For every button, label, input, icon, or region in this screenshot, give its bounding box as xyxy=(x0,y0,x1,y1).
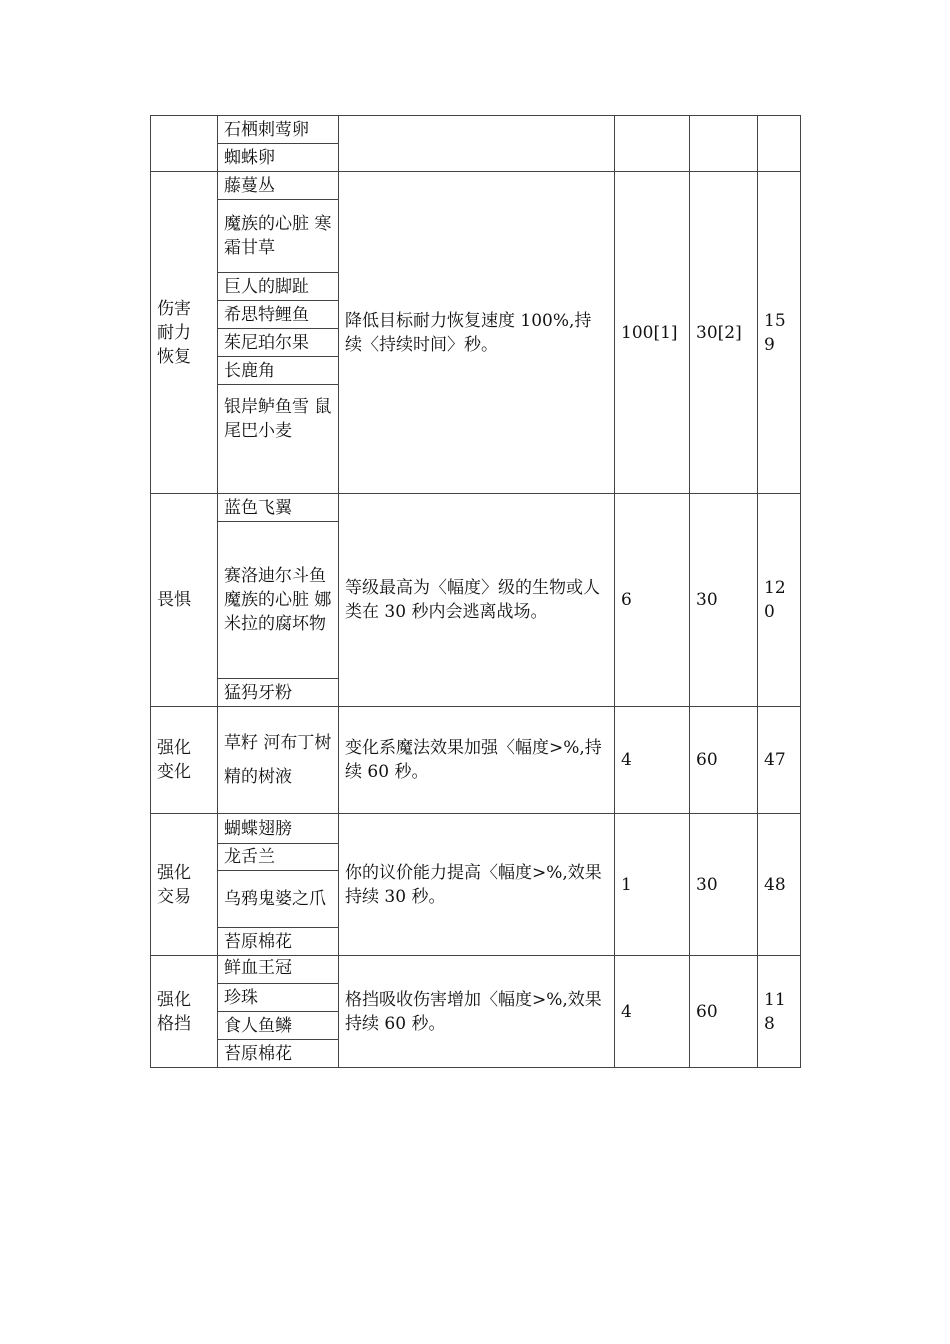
ingredient-cell: 蜘蛛卵 xyxy=(218,144,339,172)
effect-name-cell xyxy=(151,172,218,494)
ingredient-cell: 鲜血王冠 xyxy=(218,956,339,984)
duration-cell: 60 xyxy=(690,707,758,814)
value-cell: 47 xyxy=(758,707,801,814)
effect-name-cell xyxy=(151,116,218,172)
value-cell: 118 xyxy=(758,956,801,1068)
table-row xyxy=(151,956,801,984)
ingredient-cell: 蝴蝶翅膀 xyxy=(218,814,339,844)
base-cost-cell: 4 xyxy=(615,956,690,1068)
ingredient-cell: 银岸鲈鱼雪 鼠尾巴小麦 xyxy=(218,385,339,494)
ingredient-cell: 赛洛迪尔斗鱼 魔族的心脏 娜米拉的腐坏物 xyxy=(218,522,339,679)
description-cell: 你的议价能力提高〈幅度>%,效果持续 30 秒。 xyxy=(339,814,615,956)
value-cell: 120 xyxy=(758,494,801,707)
base-cost-cell xyxy=(615,116,690,172)
effect-name-line: 强化 xyxy=(157,989,191,1010)
description-cell: 等级最高为〈幅度〉级的生物或人类在 30 秒内会逃离战场。 xyxy=(339,494,615,707)
ingredient-cell: 珍珠 xyxy=(218,984,339,1012)
base-cost-cell: 6 xyxy=(615,494,690,707)
ingredient-cell: 乌鸦鬼婆之爪 xyxy=(218,871,339,928)
ingredient-cell: 魔族的心脏 寒霜甘草 xyxy=(218,200,339,273)
ingredient-cell: 巨人的脚趾 xyxy=(218,273,339,301)
description-cell: 变化系魔法效果加强〈幅度>%,持续 60 秒。 xyxy=(339,707,615,814)
ingredient-cell: 草籽 河布丁树精的树液 xyxy=(218,707,339,814)
table-row xyxy=(151,116,801,144)
effect-name-line: 强化 xyxy=(157,738,191,758)
alchemy-effects-table xyxy=(150,115,801,1068)
effect-name-line: 恢复 xyxy=(157,346,191,367)
duration-cell: 30 xyxy=(690,494,758,707)
duration-cell: 60 xyxy=(690,956,758,1068)
ingredient-cell: 茱尼珀尔果 xyxy=(218,329,339,357)
description-cell xyxy=(339,116,615,172)
effect-name-cell xyxy=(151,956,218,1068)
effect-name-line: 交易 xyxy=(157,886,191,907)
value-cell: 159 xyxy=(758,172,801,494)
ingredient-cell: 长鹿角 xyxy=(218,357,339,385)
table-row xyxy=(151,814,801,844)
effect-name-line: 伤害 xyxy=(157,298,191,319)
effect-name-line: 强化 xyxy=(157,862,191,883)
base-cost-cell: 4 xyxy=(615,707,690,814)
ingredient-cell: 苔原棉花 xyxy=(218,928,339,956)
value-cell: 48 xyxy=(758,814,801,956)
ingredient-cell: 苔原棉花 xyxy=(218,1040,339,1068)
effect-name-line: 格挡 xyxy=(157,1013,191,1034)
table-row xyxy=(151,707,801,814)
effect-name-cell xyxy=(151,814,218,956)
effect-name-cell xyxy=(151,707,218,814)
duration-cell: 30 xyxy=(690,814,758,956)
ingredient-cell: 食人鱼鳞 xyxy=(218,1012,339,1040)
effect-name-line: 畏惧 xyxy=(157,590,191,610)
base-cost-cell: 1 xyxy=(615,814,690,956)
ingredient-cell: 蓝色飞翼 xyxy=(218,494,339,522)
ingredient-cell: 藤蔓丛 xyxy=(218,172,339,200)
ingredient-cell: 龙舌兰 xyxy=(218,844,339,871)
value-cell xyxy=(758,116,801,172)
ingredient-cell: 石栖刺莺卵 xyxy=(218,116,339,144)
description-cell: 格挡吸收伤害增加〈幅度>%,效果持续 60 秒。 xyxy=(339,956,615,1068)
ingredient-cell: 猛犸牙粉 xyxy=(218,679,339,707)
effect-name-cell xyxy=(151,494,218,707)
base-cost-cell: 100[1] xyxy=(615,172,690,494)
table-row xyxy=(151,172,801,200)
effect-name-line: 耐力 xyxy=(157,322,191,343)
table-row xyxy=(151,494,801,522)
description-cell: 降低目标耐力恢复速度 100%,持续〈持续时间〉秒。 xyxy=(339,172,615,494)
duration-cell: 30[2] xyxy=(690,172,758,494)
ingredient-cell: 希思特鲤鱼 xyxy=(218,301,339,329)
effect-name-line: 变化 xyxy=(157,762,191,782)
duration-cell xyxy=(690,116,758,172)
